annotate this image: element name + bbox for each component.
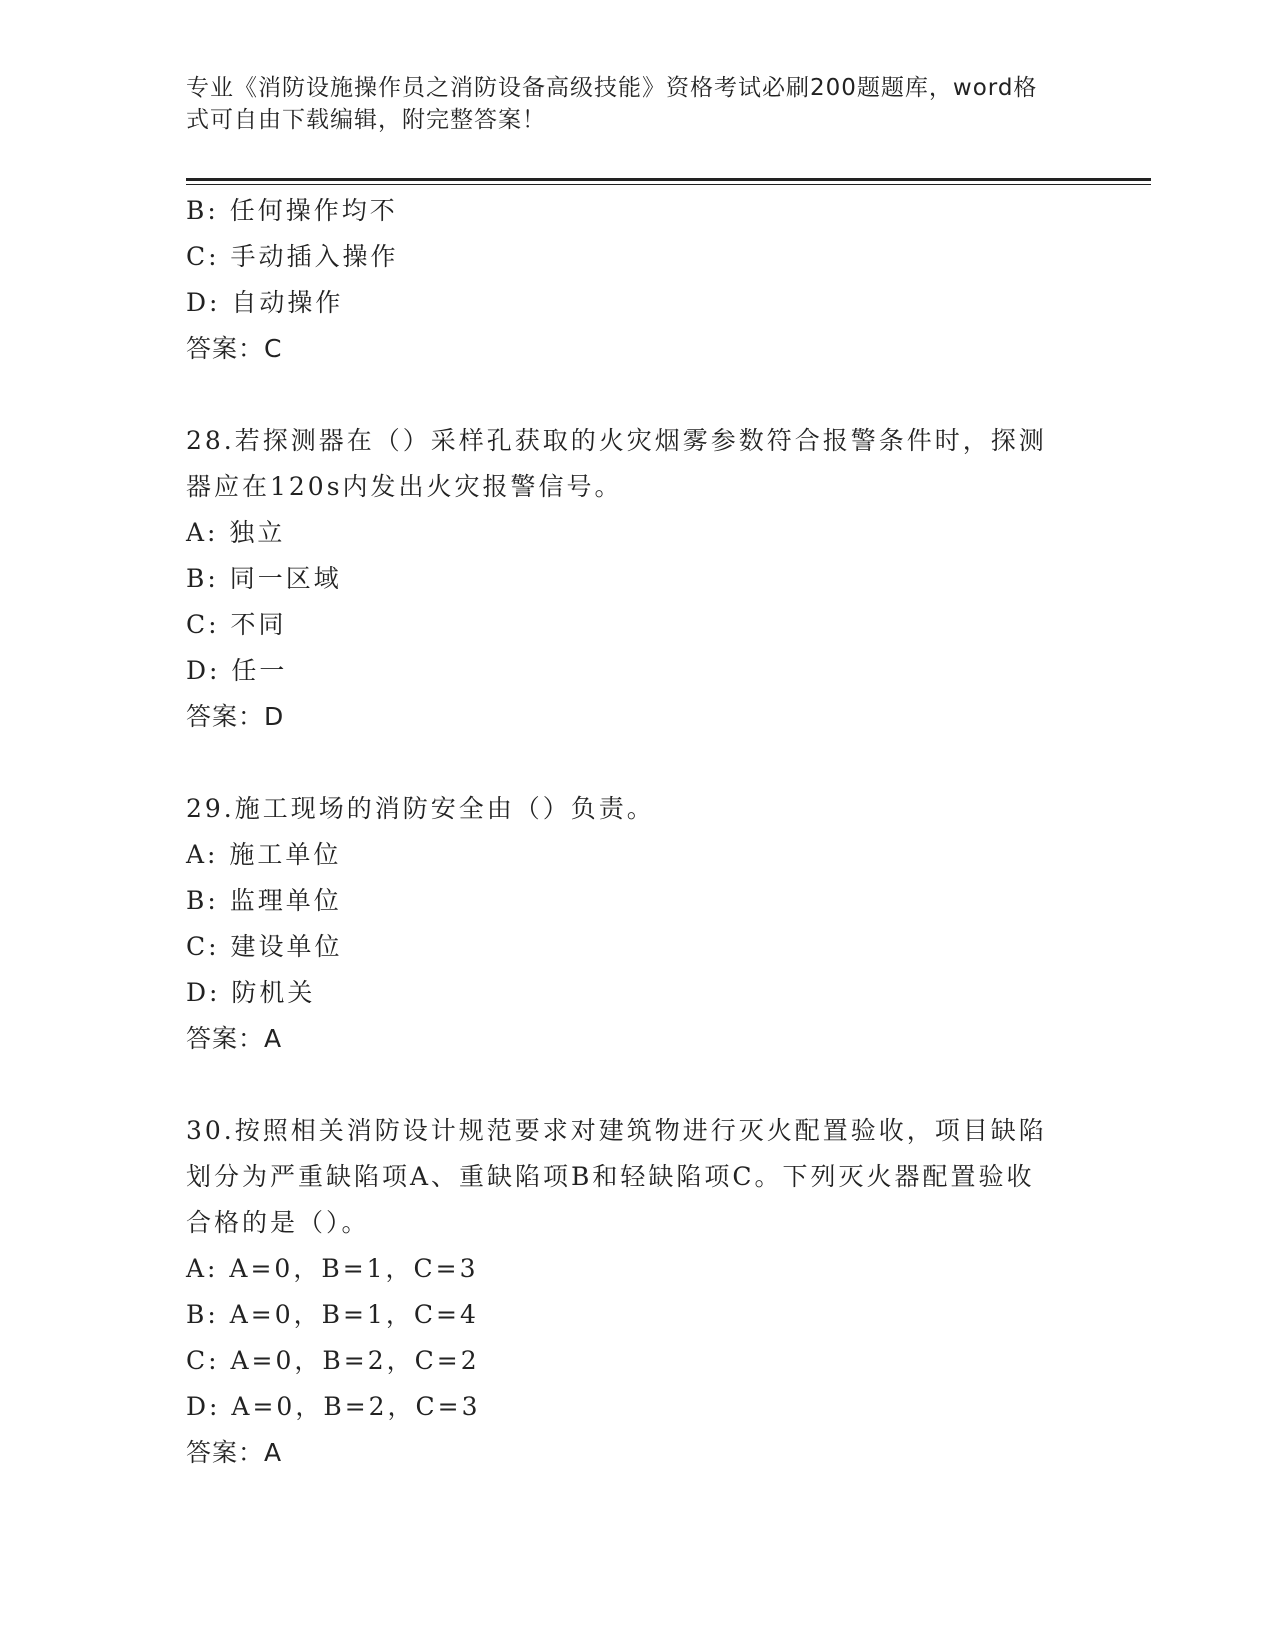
option-a: A: 施工单位: [186, 840, 342, 869]
option-c: C: 不同: [186, 610, 287, 639]
answer-line: 答案：D: [186, 702, 285, 731]
option-b: B: A=0，B=1，C=4: [186, 1300, 479, 1329]
header-divider-thin: [186, 184, 1151, 185]
question-block-30: [186, 1108, 1066, 1476]
header-line: 式可自由下载编辑，附完整答案！: [186, 107, 546, 133]
answer-line: 答案：C: [186, 334, 283, 363]
header-divider-thick: [186, 178, 1151, 181]
question-text: 30.按照相关消防设计规范要求对建筑物进行灭火配置验收，项目缺陷: [186, 1116, 1047, 1145]
question-text: 29.施工现场的消防安全由（）负责。: [186, 794, 655, 823]
page-header: [186, 72, 1066, 136]
option-d: D: 防机关: [186, 978, 316, 1007]
option-d: D: 任一: [186, 656, 288, 685]
document-page: [186, 0, 1151, 1650]
answer-line: 答案：A: [186, 1438, 283, 1467]
option-a: A: 独立: [186, 518, 286, 547]
question-block-29: [186, 786, 1066, 1062]
option-a: A: A=0，B=1，C=3: [186, 1254, 479, 1283]
answer-line: 答案：A: [186, 1024, 283, 1053]
spacer: [186, 740, 1066, 786]
option-b: B: 监理单位: [186, 886, 342, 915]
option-d: D: 自动操作: [186, 288, 344, 317]
question-block-27: [186, 188, 1066, 372]
option-c: C: A=0，B=2，C=2: [186, 1346, 480, 1375]
question-text: 合格的是（）。: [186, 1208, 370, 1237]
spacer: [186, 372, 1066, 418]
option-b: B: 同一区域: [186, 564, 342, 593]
question-content: [186, 188, 1066, 1476]
header-line: 专业《消防设施操作员之消防设备高级技能》资格考试必刷200题题库，word格: [186, 75, 1038, 101]
question-text: 器应在120s内发出火灾报警信号。: [186, 472, 623, 501]
option-c: C: 建设单位: [186, 932, 343, 961]
question-block-28: [186, 418, 1066, 740]
option-d: D: A=0，B=2，C=3: [186, 1392, 481, 1421]
option-c: C: 手动插入操作: [186, 242, 399, 271]
question-text: 28.若探测器在（）采样孔获取的火灾烟雾参数符合报警条件时，探测: [186, 426, 1047, 455]
question-text: 划分为严重缺陷项A、重缺陷项B和轻缺陷项C。下列灭火器配置验收: [186, 1162, 1035, 1191]
spacer: [186, 1062, 1066, 1108]
option-b: B: 任何操作均不: [186, 196, 398, 225]
